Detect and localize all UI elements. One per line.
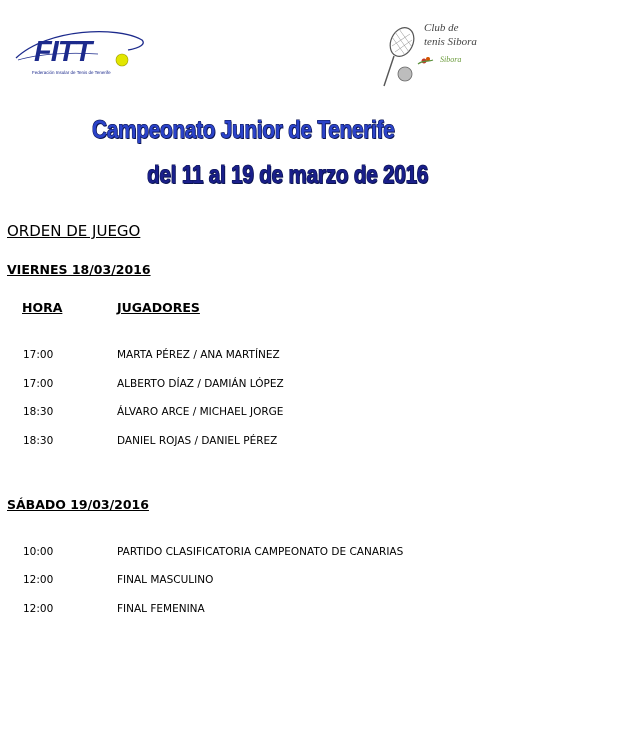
column-header-players: JUGADORES [117, 300, 200, 315]
match-time: 12:00 [23, 603, 54, 615]
column-header-time: HORA [22, 300, 63, 315]
match-time: 17:00 [23, 378, 54, 390]
fitt-logo [8, 26, 148, 76]
tennis-ball-icon [116, 54, 128, 66]
fitt-subtitle: Federación Insular de Tenis de Tenerife [32, 70, 111, 75]
match-players: PARTIDO CLASIFICATORIA CAMPEONATO DE CANARIAS [117, 546, 404, 558]
match-players: DANIEL ROJAS / DANIEL PÉREZ [117, 435, 278, 447]
club-logo [378, 20, 498, 90]
order-of-play-heading: ORDEN DE JUEGO [7, 222, 141, 240]
match-players: MARTA PÉREZ / ANA MARTÍNEZ [117, 349, 280, 361]
match-players: FINAL MASCULINO [117, 574, 214, 586]
match-players: ÁLVARO ARCE / MICHAEL JORGE [117, 406, 284, 418]
club-tagline: Sibora [440, 55, 462, 64]
fitt-name: FITT [34, 36, 92, 68]
match-players: FINAL FEMENINA [117, 603, 205, 615]
event-title: Campeonato Junior de Tenerife [92, 116, 395, 144]
club-name-line1: Club de [424, 22, 459, 34]
match-time: 10:00 [23, 546, 54, 558]
day-heading-saturday: SÁBADO 19/03/2016 [7, 497, 149, 512]
day-heading-friday: VIERNES 18/03/2016 [7, 262, 151, 277]
match-players: ALBERTO DÍAZ / DAMIÁN LÓPEZ [117, 378, 284, 390]
match-time: 12:00 [23, 574, 54, 586]
club-name-line2: tenis Sibora [424, 36, 477, 48]
match-time: 18:30 [23, 406, 54, 418]
event-dates: del 11 al 19 de marzo de 2016 [147, 161, 429, 189]
match-time: 18:30 [23, 435, 54, 447]
ball-icon [398, 67, 412, 81]
match-time: 17:00 [23, 349, 54, 361]
